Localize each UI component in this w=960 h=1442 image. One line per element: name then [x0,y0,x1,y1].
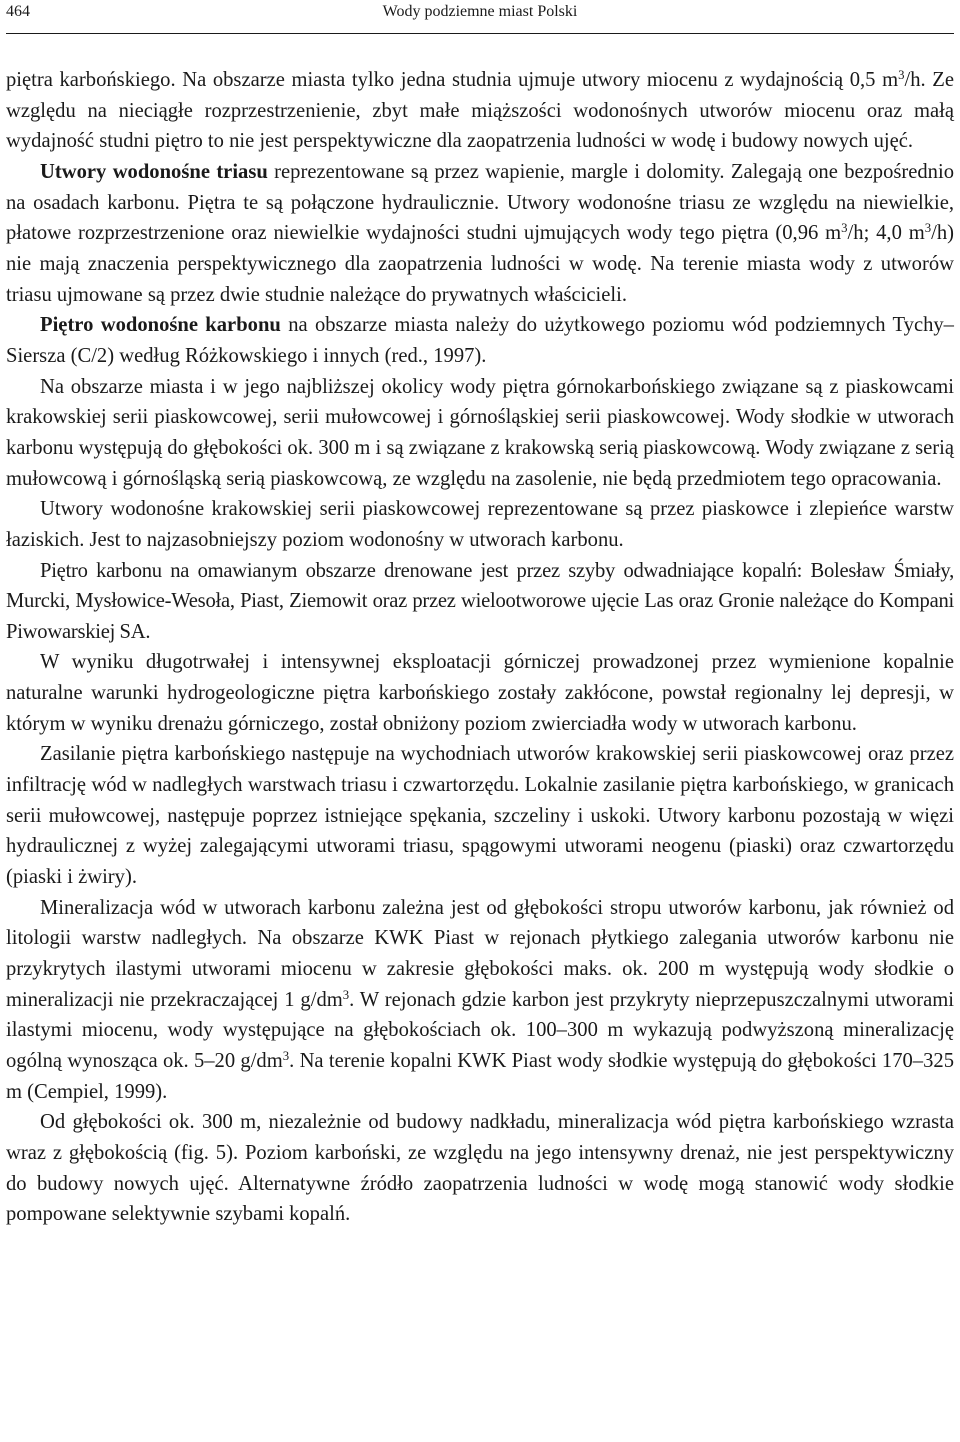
paragraph-2 [6,157,954,310]
paragraph-7: W wyniku długotrwałej i intensywnej eksploatacji górniczej prowadzonej przez wymienione kopalnie naturalne warunki hydrogeologiczne piętra karbońskiego zostały zakłócone, powstał regionalny lej depresji, w którym w wyniku drenażu górniczego, został obniżony poziom zwierciadła wody w utworach karbonu. [6,651,954,735]
paragraph-9 [6,893,954,1108]
superscript: 3 [924,221,932,236]
running-title: Wody podziemne miast Polski [382,3,578,20]
superscript: 3 [898,67,905,82]
paragraph-lead: Utwory wodonośne triasu [40,160,268,183]
body-text [6,65,954,1230]
running-header [6,0,954,34]
paragraph-text: /h; 4,0 m [847,222,925,245]
paragraph-6: Piętro karbonu na omawianym obszarze drenowane jest przez szyby odwadniające kopalń: Bolesław Śmiały, Murcki, Mysłowice-Wesoła, Piast, Ziemowit oraz przez wielootworowe ujęcie Las oraz Gronie należące do Kompani Piwowarskiej SA. [6,559,954,643]
page-number: 464 [6,3,30,20]
header-rule [6,33,954,34]
superscript: 3 [342,987,350,1002]
paragraph-1 [6,65,954,157]
paragraph-lead: Piętro wodonośne karbonu [40,314,281,337]
paragraph-text: na obszarze miasta należy do użytkowego poziomu wód podziemnych Tychy–Siersza (C/2) według Różkowskiego i innych (red., 1997). [6,314,954,367]
paragraph-3 [6,310,954,371]
paragraph-text: reprezentowane są przez wapienie, margle i dolomity. Zalegają one bezpośrednio na osadach karbonu. Piętra te są połączone hydraulicznie. Utwory wodonośne triasu ze względu na niewielkie, płatowe rozprzestrzenione oraz niewielkie wydajności studni ujmujących wody tego piętra (0,96 m [6,160,954,245]
paragraph-10: Od głębokości ok. 300 m, niezależnie od budowy nadkładu, mineralizacja wód piętra karbońskiego wzrasta wraz z głębokością (fig. 5). Poziom karboński, ze względu na jego intensywny drenaż, nie jest perspektywiczny do budowy nowych ujęć. Alternatywne źródło zaopatrzenia ludności w wodę mogą stanowić wody słodkie pompowane selektywnie szybami kopalń. [6,1111,954,1226]
paragraph-text: . Na terenie kopalni KWK Piast wody słodkie występują do głębokości 170–325 m (Cempiel, 1999). [6,1050,954,1103]
superscript: 3 [282,1048,290,1063]
paragraph-text: /h. Ze względu na nieciągłe rozprzestrzenienie, zbyt małe miąższości wodonośnych utworów miocenu oraz małą wydajność studni piętro to nie jest perspektywiczne dla zaopatrzenia ludności w wodę i budowy nowych ujęć. [6,69,954,153]
paragraph-8: Zasilanie piętra karbońskiego następuje na wychodniach utworów krakowskiej serii piaskowcowej oraz przez infiltrację wód w nadległych warstwach triasu i czwartorzędu. Lokalnie zasilanie piętra karbońskiego, w granicach serii mułowcowej, następuje poprzez istniejące spękania, szczeliny i uskoki. Utwory karbonu pozostają w więzi hydraulicznej z wyżej zalegającymi utworami triasu, spągowymi utworami neogenu (piaski) oraz czwartorzędu (piaski i żwiry). [6,743,954,889]
superscript: 3 [841,221,848,236]
paragraph-text: . W rejonach gdzie karbon jest przykryty nieprzepuszczalnymi utworami ilastymi miocenu, wody występujące na głębokościach ok. 100–300 m wykazują podwyższoną mineralizację ogólną wynosząca ok. 5–20 g/dm [6,988,955,1072]
paragraph-text: /h) nie mają znaczenia perspektywicznego dla zaopatrzenia ludności w wodę. Na terenie miasta wody z utworów triasu ujmowane są przez dwie studnie należące do prywatnych właścicieli. [6,222,954,306]
paragraph-4: Na obszarze miasta i w jego najbliższej okolicy wody piętra górnokarbońskiego związane są z piaskowcami krakowskiej serii piaskowcowej, serii mułowcowej i górnośląskiej serii piaskowcowej. Wody słodkie w utworach karbonu występują do głębokości ok. 300 m i są związane z krakowską serią piaskowcową. Wody związane z serią mułowcową i górnośląską serią piaskowcową, ze względu na zasolenie, nie będą przedmiotem tego opracowania. [6,375,954,490]
paragraph-5: Utwory wodonośne krakowskiej serii piaskowcowej reprezentowane są przez piaskowce i zlepieńce warstw łaziskich. Jest to najzasobniejszy poziom wodonośny w utworach karbonu. [6,498,954,551]
paragraph-text: Mineralizacja wód w utworach karbonu zależna jest od głębokości stropu utworów karbonu, jak również od litologii warstw nadległych. Na obszarze KWK Piast w rejonach płytkiego zalegania utworów karbonu nie przykrytych ilastymi utworami miocenu w zakresie głębokości maks. ok. 200 m występują wody słodkie o mineralizacji nie przekraczającej 1 g/dm [6,896,954,1011]
paragraph-text: piętra karbońskiego. Na obszarze miasta tylko jedna studnia ujmuje utwory miocenu z wydajnością 0,5 m [6,69,899,91]
